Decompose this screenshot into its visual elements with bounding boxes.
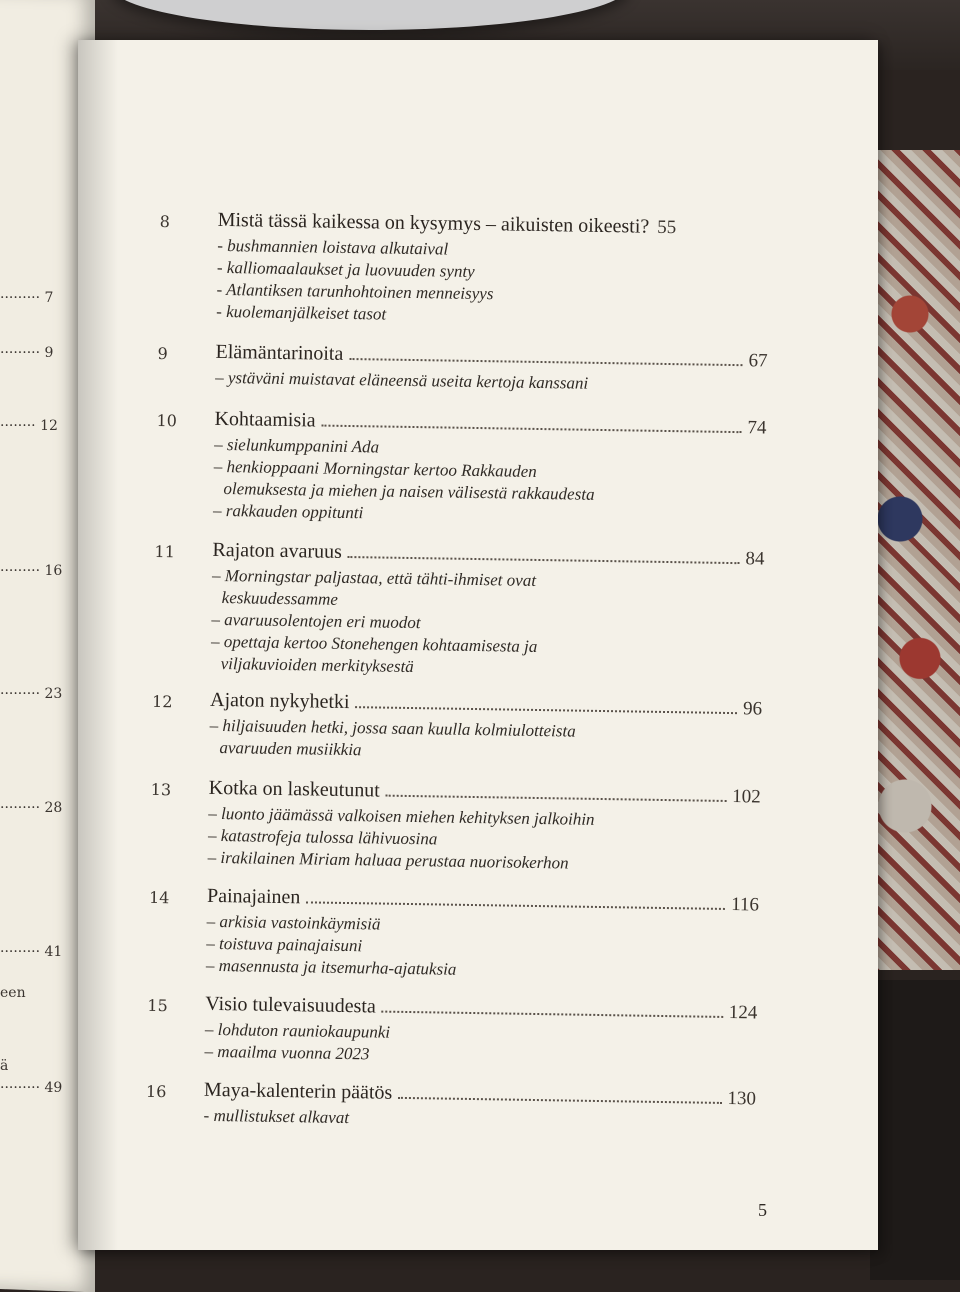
left-page-number: 41 (44, 944, 63, 960)
chapter-title: Visio tulevaisuudesta (205, 992, 376, 1018)
page-number: 67 (748, 350, 768, 372)
chapter-title: Maya-kalenterin päätös (203, 1078, 393, 1104)
subtopic: – luonto jäämässä valkoisen miehen kehityksen jalkoihin (208, 803, 595, 829)
page-number: 96 (742, 698, 763, 720)
chapter-title: Mistä tässä kaikessa on kysymys – aikuisten oikeesti? (217, 208, 650, 238)
chapter-title: Kohtaamisia (214, 407, 316, 432)
left-page-number: 49 (44, 1080, 63, 1096)
page-number: 130 (727, 1088, 757, 1110)
dot-leader (306, 901, 725, 910)
left-page-fragment: ········· 28 (0, 800, 63, 816)
subtopic: – henkioppaani Morningstar kertoo Rakkauden (213, 456, 537, 481)
subtopic: – avaruusolentojen eri muodot (211, 609, 421, 633)
subtopic: - mullistukset alkavat (203, 1105, 350, 1128)
subtopic: - bushmannien loistava alkutaival (217, 235, 449, 259)
subtopic: - Atlantiksen tarunhohtoinen menneisyys (216, 279, 494, 304)
chapter-title: Painajainen (206, 884, 301, 909)
dot-leader (322, 425, 742, 434)
left-page-fragment: ········· 7 (0, 290, 54, 306)
left-page-fragment: ········ 12 (0, 418, 58, 434)
chapter-title: Kotka on laskeutunut (208, 776, 381, 802)
subtopic: – Morningstar paljastaa, että tähti-ihmiset ovat (211, 565, 537, 590)
chapter-number: 9 (157, 343, 168, 364)
subtopic: – maailma vuonna 2023 (204, 1041, 370, 1064)
subtopic: – ystäväni muistavat eläneensä useita kertoja kanssani (215, 367, 589, 393)
subtopic: – masennusta ja itsemurha-ajatuksia (205, 955, 457, 979)
dot-leader (398, 1097, 721, 1104)
left-page-text: een (0, 985, 26, 1001)
dot-leader (355, 706, 737, 714)
page-number: 84 (745, 548, 765, 570)
page-number: 116 (731, 894, 760, 916)
subtopic: – irakilainen Miriam haluaa perustaa nuorisokerhon (207, 847, 569, 873)
chapter-number: 13 (150, 779, 172, 800)
page-number: 124 (728, 1002, 758, 1024)
chapter-number: 12 (151, 691, 173, 712)
subtopic-list (209, 715, 770, 768)
chapter-title: Rajaton avaruus (212, 538, 343, 563)
subtopic: - kalliomaalaukset ja luovuuden synty (216, 257, 475, 281)
subtopic-list (204, 1019, 765, 1072)
subtopic: viljakuvioiden merkityksestä (220, 654, 414, 677)
page-folio: 5 (758, 1200, 767, 1220)
chapter-title: Elämäntarinoita (215, 340, 344, 365)
left-page-number: 9 (44, 345, 54, 361)
left-page-fragment: ········· 41 (0, 944, 63, 960)
subtopic-list (211, 565, 773, 684)
subtopic-list (206, 911, 767, 986)
floor-shadow (870, 980, 960, 1280)
dot-leader (386, 795, 726, 802)
subtopic-list (216, 235, 777, 332)
subtopic: olemuksesta ja miehen ja naisen välisestä rakkaudesta (223, 479, 595, 504)
chapter-number: 14 (148, 887, 170, 908)
page-number: 74 (747, 417, 767, 439)
subtopic: avaruuden musiikkia (219, 738, 362, 760)
dot-leader (349, 358, 742, 366)
page-number: 55 (657, 216, 677, 239)
left-page-fragment: ········· 23 (0, 686, 63, 702)
left-page-number: 16 (44, 563, 63, 579)
subtopic: – lohduton rauniokaupunki (204, 1019, 391, 1042)
chapter-number: 8 (159, 211, 170, 232)
page-number: 102 (732, 786, 761, 808)
left-page-number: 28 (44, 800, 63, 816)
dot-leader (382, 1011, 723, 1018)
left-page-text: ä (0, 1058, 9, 1074)
subtopic: – katastrofeja tulossa lähivuosina (207, 825, 438, 849)
subtopic: – hiljaisuuden hetki, jossa saan kuulla kolmiulotteista (209, 715, 576, 741)
subtopic: – opettaja kertoo Stonehengen kohtaamisesta ja (210, 631, 538, 656)
subtopic: – rakkauden oppitunti (212, 500, 364, 523)
subtopic: – sielunkumppanini Ada (214, 434, 380, 457)
left-page-fragment: ········· 9 (0, 345, 54, 361)
subtopic: – toistuva painajaisuni (206, 933, 363, 956)
chapter-number: 16 (145, 1081, 167, 1102)
subtopic: – arkisia vastoinkäymisiä (206, 911, 381, 934)
dot-leader (348, 556, 740, 564)
subtopic: keskuudessamme (221, 588, 339, 609)
chapter-number: 15 (147, 995, 168, 1016)
left-page-number: 23 (44, 686, 63, 702)
left-page-fragment: ········· 49 (0, 1080, 63, 1096)
left-page-fragment: ········· 16 (0, 563, 63, 579)
subtopic-list (213, 434, 774, 531)
subtopic: - kuolemanjälkeiset tasot (216, 301, 387, 324)
chapter-number: 10 (156, 410, 178, 431)
left-page-number: 12 (40, 418, 58, 434)
left-page-number: 7 (44, 290, 54, 306)
subtopic-list (208, 803, 769, 878)
chapter-title: Ajaton nykyhetki (209, 688, 350, 714)
chapter-number: 11 (154, 541, 175, 562)
